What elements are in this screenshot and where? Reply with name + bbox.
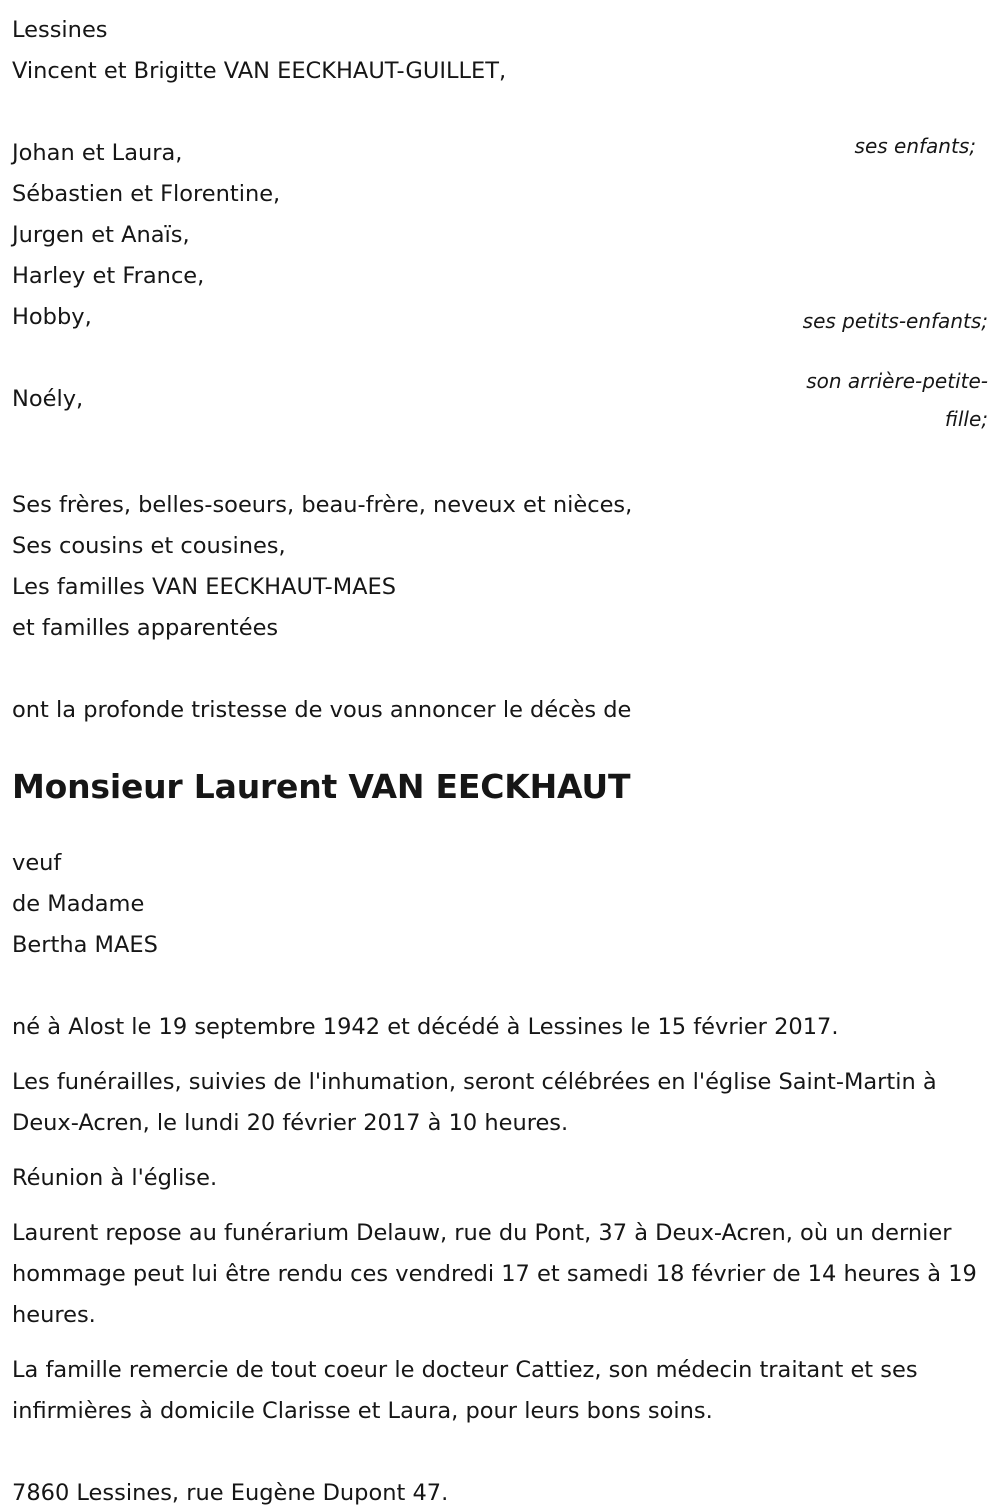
spacer-before-dates [12,966,988,1007]
thanks-text: La famille remercie de tout coeur le docteur Cattiez, son médecin traitant et ses infirmières à domicile Clarisse et Laura, pour leurs bons soins. [12,1357,918,1424]
grandchild-1: Johan et Laura, [12,140,183,166]
funeral-text: Les funérailles, suivies de l'inhumation, seront célébrées en l'église Saint-Martin à Deux-Acren, le lundi 20 février 2017 à 10 heures. [12,1069,937,1136]
children-names: Vincent et Brigitte VAN EECKHAUT-GUILLET, [12,58,507,84]
viewing-text: Laurent repose au funérarium Delauw, rue du Pont, 37 à Deux-Acren, où un dernier hommage peut lui être rendu ces vendredi 17 et samedi 18 février de 14 heures à 19 heures. [12,1220,977,1328]
announcement-text: ont la profonde tristesse de vous annoncer le décès de [12,697,632,723]
children-row [12,51,988,92]
great-grandchild-role-label-line2: fille; [944,407,988,431]
spacer-4 [12,1336,988,1350]
relatives-line-2: Ses cousins et cousines, [12,533,286,559]
address-text: 7860 Lessines, rue Eugène Dupont 47. [12,1480,449,1505]
spacer-before-address [12,1432,988,1473]
spacer-before-name [12,731,988,765]
locality-header: Lessines [12,17,108,43]
great-grandchild-role-label-line1: son arrière-petite- [806,369,988,393]
widower-line-2: de Madame [12,891,145,917]
children-role-label: ses enfants; [854,134,976,158]
relatives-line-1: Ses frères, belles-soeurs, beau-frère, neveux et nièces, [12,492,633,518]
spacer-before-relatives-2 [12,461,988,485]
spacer-1 [12,1048,988,1062]
relatives-line-3: Les familles VAN EECKHAUT-MAES [12,574,397,600]
widower-block [12,843,988,966]
widower-line-3: Bertha MAES [12,932,158,958]
great-grandchild-name: Noély, [12,386,84,412]
spacer-after-name [12,809,988,843]
relatives-line-4: et familles apparentées [12,615,279,641]
widower-line-1: veuf [12,850,62,876]
grandchild-4: Harley et France, [12,263,205,289]
grandchild-5: Hobby, [12,304,92,330]
spacer-2 [12,1144,988,1158]
birth-death-text: né à Alost le 19 septembre 1942 et décédé à Lessines le 15 février 2017. [12,1014,839,1040]
grandchildren-role-label: ses petits-enfants; [802,309,988,333]
grandchild-2: Sébastien et Florentine, [12,181,281,207]
spacer-3 [12,1199,988,1213]
grandchild-3: Jurgen et Anaïs, [12,222,190,248]
deceased-name: Monsieur Laurent VAN EECKHAUT [12,767,631,806]
relatives-block [12,485,988,649]
gathering-text: Réunion à l'église. [12,1165,218,1191]
spacer-before-announcement [12,649,988,690]
